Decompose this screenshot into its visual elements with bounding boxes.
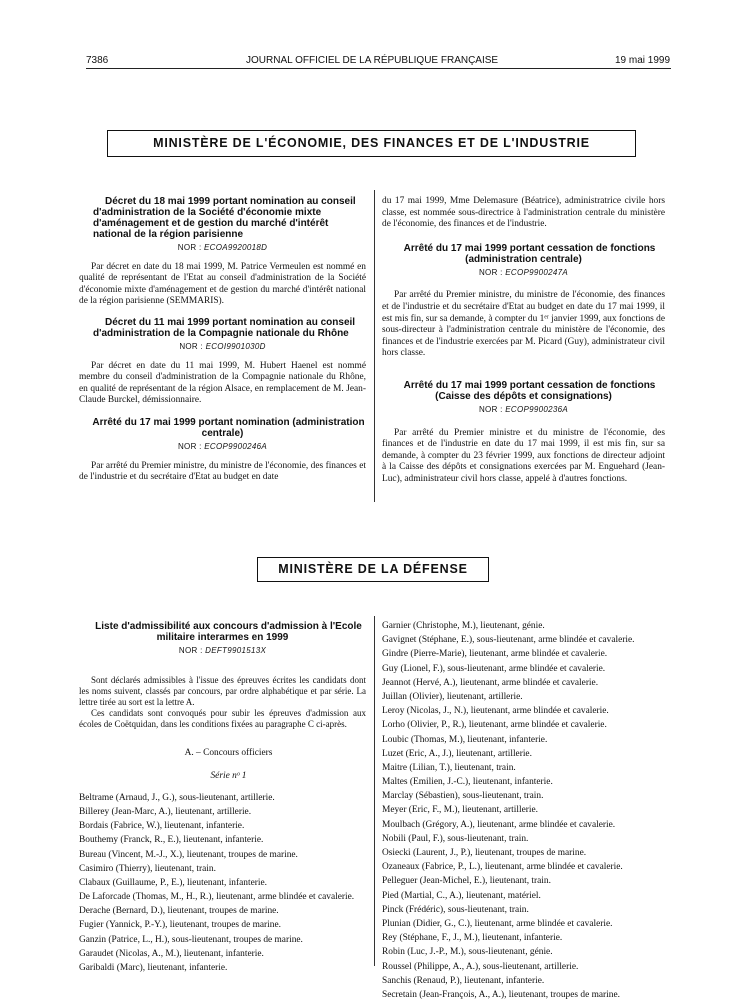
article-body: Par décret en date du 11 mai 1999, M. Hubert Haenel est nommé membre du conseil d'administration de la Compagnie nationale du Rhône, en qualité de représentant de la région Alsace, en remplacement de M. Jean-Claude Burckel, démissionnaire. (79, 360, 366, 406)
candidate-entry: Maitre (Lilian, T.), lieutenant, train. (382, 762, 516, 773)
candidate-entry: Juillan (Olivier), lieutenant, artillerie. (382, 691, 523, 702)
candidate-entry: Moulbach (Grégory, A.), lieutenant, arme blindée et cavalerie. (382, 819, 616, 830)
article-title: Arrêté du 17 mai 1999 portant cessation de fonctions (administration centrale) (403, 242, 656, 265)
article-paragraph: Sont déclarés admissibles à l'issue des épreuves écrites les candidats dont les noms suivent, classés par concours, par ordre alphabétique et par série. La lettre tirée au sort est la lettre A. (79, 674, 366, 707)
candidate-entry: Secretain (Jean-François, A., A.), lieutenant, troupes de marine. (382, 989, 620, 1000)
nor-code: ECOP9900246A (204, 441, 268, 451)
right-column-upper (382, 196, 665, 486)
article-arrete-cessation-caisse (382, 380, 665, 486)
nor-label: NOR : (478, 267, 503, 277)
candidate-entry: Meyer (Eric, F., M.), lieutenant, artillerie. (382, 805, 538, 816)
nor-label: NOR : (177, 441, 202, 451)
nor-label: NOR : (179, 341, 204, 351)
right-column-lower (382, 621, 665, 1004)
nor-reference (79, 341, 366, 353)
ministry-economie-heading: MINISTÈRE DE L'ÉCONOMIE, DES FINANCES ET DE L'INDUSTRIE (107, 130, 636, 157)
candidate-entry: Garibaldi (Marc), lieutenant, infanterie. (79, 963, 228, 974)
candidate-entry: Ganzin (Patrice, L., H.), sous-lieutenant, troupes de marine. (79, 934, 303, 945)
article-arrete-cessation-admin (382, 243, 665, 360)
candidate-entry: Robin (Luc, J.-P., M.), sous-lieutenant, génie. (382, 947, 553, 958)
article-title: Décret du 11 mai 1999 portant nomination au conseil d'administration de la Compagnie nationale du Rhône (93, 316, 356, 339)
page-number: 7386 (86, 55, 109, 66)
section-heading: A. – Concours officiers (184, 747, 273, 758)
journal-title: JOURNAL OFFICIEL DE LA RÉPUBLIQUE FRANÇAISE (246, 55, 499, 66)
article-paragraph: Ces candidats sont convoqués pour subir les épreuves d'admission aux écoles de Coëtquidan, dans les conditions fixées au paragraphe C ci-après. (79, 707, 366, 729)
candidate-entry: Gindre (Pierre-Marie), lieutenant, arme blindée et cavalerie. (382, 649, 608, 660)
column-divider (374, 616, 375, 966)
candidate-entry: Garaudet (Nicolas, A., M.), lieutenant, infanterie. (79, 948, 264, 959)
candidate-entry: Nobili (Paul, F.), sous-lieutenant, train. (382, 833, 529, 844)
candidate-entry: Lorho (Olivier, P., R.), lieutenant, arme blindée et cavalerie. (382, 720, 607, 731)
left-column-lower (79, 621, 366, 977)
candidate-entry: Beltrame (Arnaud, J., G.), sous-lieutenant, artillerie. (79, 792, 275, 803)
candidate-entry: Rey (Stéphane, F., J., M.), lieutenant, infanterie. (382, 933, 563, 944)
nor-label: NOR : (178, 646, 203, 655)
article-title: Arrêté du 17 mai 1999 portant nomination (administration centrale) (92, 416, 365, 439)
nor-reference (79, 645, 366, 657)
candidate-entry: Derache (Bernard, D.), lieutenant, troupes de marine. (79, 906, 279, 917)
article-title: Décret du 18 mai 1999 portant nomination au conseil d'administration de la Société d'économie mixte d'aménagement et de gestion du marché d'intérêt national de la région parisienne (93, 196, 356, 240)
nor-code: ECOP9900247A (505, 267, 569, 277)
candidate-entry: De Laforcade (Thomas, M., H., R.), lieutenant, arme blindée et cavalerie. (79, 892, 355, 903)
candidate-entry: Sanchis (Renaud, P.), lieutenant, infanterie. (382, 975, 545, 986)
article-decret-rhone (79, 317, 366, 407)
left-column-upper (79, 196, 366, 484)
header-rule (86, 68, 671, 69)
series-heading: Série nᵒ 1 (210, 771, 247, 782)
candidate-entry: Pied (Martial, C., A.), lieutenant, matériel. (382, 890, 541, 901)
candidate-entry: Guy (Lionel, F.), sous-lieutenant, arme blindée et cavalerie. (382, 663, 606, 674)
candidate-entry: Garnier (Christophe, M.), lieutenant, génie. (382, 621, 545, 631)
article-arrete-nomination (79, 417, 366, 484)
nor-code: ECOI9901030D (205, 341, 266, 351)
candidate-entry: Osiecki (Laurent, J., P.), lieutenant, troupes de marine. (382, 848, 587, 858)
article-body: Par arrêté du Premier ministre et du ministre de l'économie, des finances et de l'industrie en date du 17 mai 1999, il est mis fin, sur sa demande, à compter du 23 février 1999, aux fonctions de directeur adjoint à la Caisse des dépôts et consignations exercées par M. Enguehard (Jean-Luc), administrateur civil hors classe, appelé à d'autres fonctions. (382, 427, 665, 484)
article-body: Par arrêté du Premier ministre, du ministre de l'économie, des finances et de l'industrie et du secrétaire d'Etat au budget en date (79, 460, 366, 483)
candidate-entry: Loubic (Thomas, M.), lieutenant, infanterie. (382, 734, 548, 745)
candidate-entry: Casimiro (Thierry), lieutenant, train. (79, 863, 216, 874)
candidate-entry: Luzet (Eric, A., J.), lieutenant, artillerie. (382, 748, 532, 759)
article-decret-semmaris (79, 196, 366, 308)
candidate-entry: Ozaneaux (Fabrice, P., L.), lieutenant, arme blindée et cavalerie. (382, 862, 623, 873)
nor-code: ECOP9900236A (505, 404, 569, 414)
candidate-list-left (79, 793, 366, 975)
candidate-entry: Fugier (Yannick, P.-Y.), lieutenant, troupes de marine. (79, 920, 281, 931)
candidate-entry: Clabaux (Guillaume, P., E.), lieutenant, infanterie. (79, 877, 267, 888)
nor-reference (382, 267, 665, 279)
candidate-entry: Jeannot (Hervé, A.), lieutenant, arme blindée et cavalerie. (382, 677, 599, 688)
column-divider (374, 190, 375, 502)
candidate-entry: Gavignet (Stéphane, E.), sous-lieutenant, arme blindée et cavalerie. (382, 635, 635, 646)
nor-code: DEFT9901513X (205, 646, 267, 655)
candidate-entry: Billerey (Jean-Marc, A.), lieutenant, artillerie. (79, 806, 252, 817)
candidate-list-right (382, 621, 665, 1001)
article-body: Par arrêté du Premier ministre, du ministre de l'économie, des finances et de l'industrie et du secrétaire d'Etat au budget en date du 17 mai 1999, il est mis fin, sur sa demande, à compter du 1ᵉʳ janvier 1999, aux fonctions de sous-directeur à l'administration centrale du ministère de l'économie, des finances et de l'industrie exercées par M. Picard (Guy), administrateur civil hors classe. (382, 290, 665, 359)
nor-reference (79, 441, 366, 453)
nor-label: NOR : (177, 243, 202, 252)
article-body-continued: du 17 mai 1999, Mme Delemasure (Béatrice), administratrice civile hors classe, est nommée sous-directrice à l'administration centrale du ministère de l'économie, des finances et de l'industrie. (382, 196, 665, 230)
ministry-defense-heading: MINISTÈRE DE LA DÉFENSE (257, 557, 489, 582)
candidate-entry: Pinck (Frédéric), sous-lieutenant, train. (382, 904, 529, 915)
candidate-entry: Marclay (Sébastien), sous-lieutenant, train. (382, 791, 544, 802)
article-body: Par décret en date du 18 mai 1999, M. Patrice Vermeulen est nommé en qualité de représentant de l'Etat au conseil d'administration de la Société d'économie mixte d'aménagement et de gestion du marché d'intérêt national de la région parisienne (SEMMARIS). (79, 261, 366, 307)
candidate-entry: Pelleguer (Jean-Michel, E.), lieutenant, train. (382, 876, 551, 887)
candidate-entry: Maltes (Emilien, J.-C.), lieutenant, infanterie. (382, 777, 553, 788)
article-title: Liste d'admissibilité aux concours d'admission à l'Ecole militaire interarmes en 1999 (95, 621, 362, 643)
nor-label: NOR : (478, 404, 503, 414)
candidate-entry: Bouthemy (Franck, R., E.), lieutenant, infanterie. (79, 835, 264, 846)
nor-reference (79, 242, 366, 254)
candidate-entry: Leroy (Nicolas, J., N.), lieutenant, arme blindée et cavalerie. (382, 706, 609, 717)
candidate-entry: Bordais (Fabrice, W.), lieutenant, infanterie. (79, 821, 245, 832)
candidate-entry: Bureau (Vincent, M.-J., X.), lieutenant, troupes de marine. (79, 849, 298, 860)
article-title: Arrêté du 17 mai 1999 portant cessation de fonctions (Caisse des dépôts et consignations) (403, 379, 656, 402)
candidate-entry: Roussel (Philippe, A., A.), sous-lieutenant, artillerie. (382, 961, 579, 972)
issue-date: 19 mai 1999 (615, 55, 671, 66)
nor-reference (382, 404, 665, 416)
candidate-entry: Plunian (Didier, G., C.), lieutenant, arme blindée et cavalerie. (382, 918, 613, 929)
nor-code: ECOA9920018D (204, 243, 268, 252)
